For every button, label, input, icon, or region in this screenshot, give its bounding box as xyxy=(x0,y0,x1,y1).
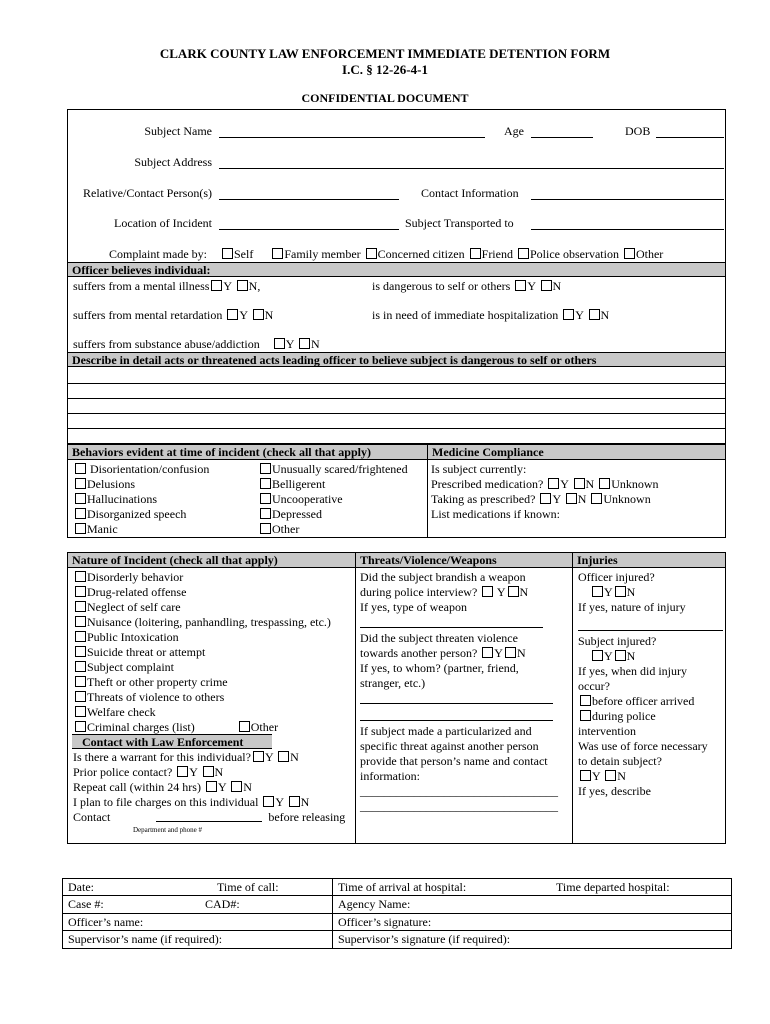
option-label: Police observation xyxy=(529,247,619,261)
officer-sig-label: Officer’s signature: xyxy=(338,914,432,929)
no-label: N xyxy=(243,780,252,794)
specific-field[interactable]: _________________________________ xyxy=(360,799,558,813)
checkbox[interactable] xyxy=(482,647,493,658)
arrival-cell[interactable] xyxy=(333,879,732,896)
checkbox[interactable] xyxy=(624,248,635,259)
dob-field[interactable] xyxy=(656,137,724,138)
location-label: Location of Incident xyxy=(114,216,212,230)
describe-line[interactable] xyxy=(68,428,725,429)
column-divider xyxy=(572,552,573,844)
checkbox[interactable] xyxy=(75,586,86,597)
substance-row xyxy=(73,337,320,351)
taking-label: Taking as prescribed? xyxy=(431,492,536,506)
option-label: Self xyxy=(234,247,254,261)
officer-injured-label: Officer injured? xyxy=(578,570,655,584)
during-row xyxy=(578,709,708,724)
column-divider xyxy=(427,445,428,537)
yes-label: Y xyxy=(494,646,503,660)
weapon-type-label: If yes, type of weapon xyxy=(360,600,467,614)
no-label: N xyxy=(300,795,310,809)
no-label: N xyxy=(552,279,562,293)
threats-header: Threats/Violence/Weapons xyxy=(356,553,572,568)
checkbox[interactable] xyxy=(75,523,86,534)
checkbox[interactable] xyxy=(75,508,86,519)
injury-nature-label: If yes, nature of injury xyxy=(578,600,686,614)
specific-field[interactable]: _________________________________ xyxy=(360,784,558,798)
no-label: N xyxy=(290,750,299,764)
nature-label: Suicide threat or attempt xyxy=(87,645,206,659)
behavior-label: Disorientation/confusion xyxy=(90,462,210,476)
checkbox[interactable] xyxy=(518,248,529,259)
subject-injured-label: Subject injured? xyxy=(578,634,657,648)
behavior-label: Uncooperative xyxy=(272,492,343,506)
agency-label: Agency Name: xyxy=(338,897,411,912)
checkbox[interactable] xyxy=(589,309,600,320)
date-cell[interactable] xyxy=(63,879,333,896)
case-label: Case #: xyxy=(68,897,104,912)
injury-nature-field[interactable] xyxy=(578,630,723,631)
checkbox[interactable] xyxy=(75,646,86,657)
contact-info-label: Contact Information xyxy=(421,186,519,200)
agency-cell[interactable] xyxy=(333,896,732,913)
checkbox[interactable] xyxy=(253,751,264,762)
arrival-label: Time of arrival at hospital: xyxy=(338,880,467,894)
statute-code: I.C. § 12-26-4-1 xyxy=(342,62,428,77)
subject-address-field[interactable] xyxy=(219,168,724,169)
supervisor-sig-label: Supervisor’s signature (if required): xyxy=(338,932,511,947)
threats-col xyxy=(360,570,528,615)
nature-item xyxy=(73,690,331,705)
no-label: N xyxy=(214,765,224,779)
question-label: suffers from mental retardation xyxy=(73,308,223,322)
medicine-header: Medicine Compliance xyxy=(428,445,725,460)
repeat-label: Repeat call (within 24 hrs) xyxy=(73,780,201,794)
nature-item xyxy=(73,615,331,630)
checkbox[interactable] xyxy=(566,493,577,504)
checkbox[interactable] xyxy=(482,586,493,597)
no-label: N xyxy=(516,646,526,660)
nature-item xyxy=(73,570,331,585)
checkbox[interactable] xyxy=(75,478,86,489)
yes-label: Y xyxy=(592,769,601,783)
checkbox[interactable] xyxy=(515,280,526,291)
date-label: Date: xyxy=(68,880,94,894)
transported-label: Subject Transported to xyxy=(405,216,514,230)
repeat-row xyxy=(73,780,345,795)
contact-label: Contact xyxy=(73,810,111,824)
yes-label: Y xyxy=(239,308,248,322)
no-label: N xyxy=(577,492,587,506)
nature-label: Subject complaint xyxy=(87,660,174,674)
nature-label: Public Intoxication xyxy=(87,630,179,644)
describe-line[interactable] xyxy=(68,383,725,384)
behavior-label: Unusually scared/frightened xyxy=(272,462,408,476)
whom-field[interactable] xyxy=(360,720,553,721)
checkbox[interactable] xyxy=(599,478,610,489)
checkbox[interactable] xyxy=(253,309,264,320)
supervisor-name-label: Supervisor’s name (if required): xyxy=(68,932,223,947)
brandish-row xyxy=(360,585,528,600)
nature-item xyxy=(73,585,331,600)
checkbox[interactable] xyxy=(75,631,86,642)
plan-label: I plan to file charges on this individual xyxy=(73,795,259,809)
officer-believes-header: Officer believes individual: xyxy=(68,262,725,277)
checkbox[interactable] xyxy=(563,309,574,320)
nature-label: Neglect of self care xyxy=(87,600,181,614)
force-label: Was use of force necessary xyxy=(578,739,708,753)
medicine-col xyxy=(431,462,659,522)
checkbox[interactable] xyxy=(272,248,283,259)
yes-label: Y xyxy=(275,795,284,809)
question-label: is dangerous to self or others xyxy=(372,279,511,293)
warrant-label: Is there a warrant for this individual? xyxy=(73,750,251,764)
checkbox[interactable] xyxy=(211,280,222,291)
relative-contact-field[interactable] xyxy=(219,199,399,200)
threaten-row xyxy=(360,646,526,661)
whom-label-2: stranger, etc.) xyxy=(360,676,426,690)
question-label: suffers from substance abuse/addiction xyxy=(73,337,260,351)
warrant-row xyxy=(73,750,345,765)
nature-label: Nuisance (loitering, panhandling, trespassing, etc.) xyxy=(87,615,331,629)
behavior-item xyxy=(73,492,209,507)
nature-header: Nature of Incident (check all that apply) xyxy=(68,553,355,568)
threats-col-3 xyxy=(360,724,558,814)
behavior-item xyxy=(258,522,408,537)
nature-item xyxy=(73,630,331,645)
officer-injured-row xyxy=(578,585,686,600)
checkbox[interactable] xyxy=(260,523,271,534)
during-label-2: intervention xyxy=(578,724,636,738)
yes-label: Y xyxy=(264,750,274,764)
checkbox[interactable] xyxy=(75,721,86,732)
behavior-item xyxy=(73,522,209,537)
mental-illness-row xyxy=(73,279,260,293)
nature-item xyxy=(73,705,331,720)
behavior-item xyxy=(258,507,408,522)
no-label: N xyxy=(626,649,636,663)
behavior-label: Belligerent xyxy=(272,477,326,491)
mental-retardation-row xyxy=(73,308,273,322)
checkbox[interactable] xyxy=(222,248,233,259)
checkbox[interactable] xyxy=(605,770,616,781)
transported-field[interactable] xyxy=(531,229,724,230)
describe-header: Describe in detail acts or threatened acts leading officer to believe subject is dangerous to self or others xyxy=(68,352,725,367)
behavior-item xyxy=(73,477,209,492)
yes-label: Y xyxy=(552,492,561,506)
nature-label: Theft or other property crime xyxy=(87,675,228,689)
threaten-label-2: towards another person? xyxy=(360,646,478,660)
question-label: suffers from a mental illness xyxy=(73,279,210,293)
cad-label: CAD#: xyxy=(205,897,240,912)
checkbox[interactable] xyxy=(75,661,86,672)
list-medications-label: List medications if known: xyxy=(431,507,560,521)
dob-label: DOB xyxy=(625,124,651,138)
subject-injured-row xyxy=(578,649,708,664)
no-label: N xyxy=(519,585,529,599)
checkbox[interactable] xyxy=(470,248,481,259)
no-label: N xyxy=(617,769,626,783)
checkbox[interactable] xyxy=(231,781,242,792)
behavior-label: Disorganized speech xyxy=(87,507,187,521)
checkbox[interactable] xyxy=(548,478,559,489)
bottom-table xyxy=(62,878,732,949)
threaten-label: Did the subject threaten violence xyxy=(360,631,518,645)
checkbox[interactable] xyxy=(75,706,86,717)
checkbox[interactable] xyxy=(206,781,217,792)
nature-label: Threats of violence to others xyxy=(87,690,225,704)
column-divider xyxy=(355,552,356,844)
no-label: N, xyxy=(248,279,261,293)
age-label: Age xyxy=(504,124,524,138)
nature-item xyxy=(73,660,331,675)
contact-le-header: Contact with Law Enforcement xyxy=(72,734,272,749)
nature-label: Criminal charges (list) xyxy=(87,720,195,734)
threats-col-2 xyxy=(360,631,526,691)
behaviors-col2 xyxy=(258,462,408,537)
nature-list xyxy=(73,570,331,735)
specific-label-3: provide that person’s name and contact xyxy=(360,754,548,768)
checkbox[interactable] xyxy=(263,796,274,807)
subject-address-label: Subject Address xyxy=(134,155,212,169)
dangerous-row xyxy=(372,279,561,293)
behaviors-header: Behaviors evident at time of incident (check all that apply) xyxy=(68,445,428,460)
checkbox[interactable] xyxy=(505,647,516,658)
officer-name-label: Officer’s name: xyxy=(68,914,144,929)
departed-label: Time departed hospital: xyxy=(556,880,670,894)
during-label: during police xyxy=(592,709,656,723)
describe-line[interactable] xyxy=(68,413,725,414)
checkbox[interactable] xyxy=(237,280,248,291)
checkbox[interactable] xyxy=(299,338,310,349)
brandish-label: Did the subject brandish a weapon xyxy=(360,570,526,584)
checkbox[interactable] xyxy=(274,338,285,349)
checkbox[interactable] xyxy=(260,508,271,519)
question-label: is in need of immediate hospitalization xyxy=(372,308,559,322)
checkbox[interactable] xyxy=(615,586,626,597)
contact-row xyxy=(73,810,345,825)
dept-phone-label: Department and phone # xyxy=(133,826,203,834)
yes-label: Y xyxy=(285,337,294,351)
contact-field[interactable] xyxy=(156,811,262,822)
behavior-item xyxy=(73,507,209,522)
unknown-label: Unknown xyxy=(603,492,651,506)
yes-label: Y xyxy=(604,649,613,663)
age-field[interactable] xyxy=(531,137,593,138)
officer-sig-cell[interactable] xyxy=(333,913,732,930)
injuries-col-2 xyxy=(578,634,708,799)
before-label: before releasing xyxy=(268,810,346,824)
before-row xyxy=(578,694,708,709)
option-label: Other xyxy=(635,247,664,261)
prescribed-row xyxy=(431,477,659,492)
checkbox[interactable] xyxy=(227,309,238,320)
checkbox[interactable] xyxy=(580,770,591,781)
complaint-label: Complaint made by: xyxy=(109,247,207,261)
supervisor-name-cell[interactable] xyxy=(63,931,333,948)
injuries-col xyxy=(578,570,686,615)
option-label: Family member xyxy=(284,247,361,261)
yes-label: Y xyxy=(527,279,536,293)
whom-label: If yes, to whom? (partner, friend, xyxy=(360,661,519,675)
when-label: If yes, when did injury xyxy=(578,664,687,678)
complaint-row xyxy=(109,247,663,261)
hospitalization-row xyxy=(372,308,609,322)
weapon-type-field[interactable] xyxy=(360,627,543,628)
checkbox[interactable] xyxy=(541,280,552,291)
nature-label: Disorderly behavior xyxy=(87,570,184,584)
no-label: N xyxy=(585,477,595,491)
specific-label-2: specific threat against another person xyxy=(360,739,539,753)
checkbox[interactable] xyxy=(75,463,86,474)
behavior-label: Other xyxy=(272,522,300,536)
subject-name-label: Subject Name xyxy=(144,124,212,138)
checkbox[interactable] xyxy=(203,766,214,777)
describe-line[interactable] xyxy=(68,398,725,399)
specific-label: If subject made a particularized and xyxy=(360,724,532,738)
checkbox[interactable] xyxy=(75,601,86,612)
checkbox[interactable] xyxy=(540,493,551,504)
checkbox[interactable] xyxy=(260,478,271,489)
checkbox[interactable] xyxy=(592,586,603,597)
injuries-header: Injuries xyxy=(573,553,725,568)
checkbox[interactable] xyxy=(278,751,289,762)
specific-label-4: information: xyxy=(360,769,420,783)
force-row xyxy=(578,769,708,784)
contact-info-field[interactable] xyxy=(531,199,724,200)
behavior-label: Depressed xyxy=(272,507,322,521)
checkbox[interactable] xyxy=(580,710,591,721)
checkbox[interactable] xyxy=(580,695,591,706)
option-label: Concerned citizen xyxy=(377,247,465,261)
option-label: Friend xyxy=(481,247,513,261)
prior-row xyxy=(73,765,345,780)
case-cell[interactable] xyxy=(63,896,333,913)
unknown-label: Unknown xyxy=(611,477,659,491)
relative-contact-label: Relative/Contact Person(s) xyxy=(83,186,212,200)
yes-label: Y xyxy=(560,477,569,491)
location-field[interactable] xyxy=(219,229,399,230)
checkbox[interactable] xyxy=(366,248,377,259)
whom-field[interactable] xyxy=(360,703,553,704)
behavior-item xyxy=(258,492,408,507)
checkbox[interactable] xyxy=(177,766,188,777)
no-label: N xyxy=(310,337,320,351)
checkbox[interactable] xyxy=(75,676,86,687)
taking-row xyxy=(431,492,659,507)
checkbox[interactable] xyxy=(508,586,519,597)
officer-name-cell[interactable] xyxy=(63,913,333,930)
prior-label: Prior police contact? xyxy=(73,765,173,779)
yes-label: Y xyxy=(223,279,232,293)
describe-label: If yes, describe xyxy=(578,784,651,798)
behavior-label: Manic xyxy=(87,522,118,536)
nature-label: Other xyxy=(250,720,279,734)
confidential-label: CONFIDENTIAL DOCUMENT xyxy=(301,91,469,105)
checkbox[interactable] xyxy=(75,571,86,582)
subject-name-field[interactable] xyxy=(219,137,485,138)
before-label: before officer arrived xyxy=(592,694,695,708)
contact-le-list xyxy=(73,750,345,825)
checkbox[interactable] xyxy=(260,493,271,504)
plan-row xyxy=(73,795,345,810)
checkbox[interactable] xyxy=(75,616,86,627)
behavior-item xyxy=(258,477,408,492)
behaviors-col1 xyxy=(73,462,209,537)
checkbox[interactable] xyxy=(75,691,86,702)
checkbox[interactable] xyxy=(260,463,271,474)
behavior-label: Delusions xyxy=(87,477,135,491)
nature-item xyxy=(73,675,331,690)
no-label: N xyxy=(626,585,636,599)
yes-label: Y xyxy=(217,780,227,794)
form-title: CLARK COUNTY LAW ENFORCEMENT IMMEDIATE DETENTION FORM xyxy=(159,46,611,61)
behavior-item xyxy=(258,462,408,477)
time-call-label: Time of call: xyxy=(217,880,279,894)
prescribed-label: Prescribed medication? xyxy=(431,477,544,491)
nature-item xyxy=(73,720,331,735)
checkbox[interactable] xyxy=(574,478,585,489)
yes-label: Y xyxy=(189,765,198,779)
nature-label: Welfare check xyxy=(87,705,156,719)
no-label: N xyxy=(264,308,274,322)
brandish-label-2: during police interview? xyxy=(360,585,478,599)
supervisor-sig-cell[interactable] xyxy=(333,931,732,948)
checkbox[interactable] xyxy=(591,493,602,504)
behavior-label: Hallucinations xyxy=(87,492,157,506)
force-label-2: to detain subject? xyxy=(578,754,662,768)
no-label: N xyxy=(600,308,610,322)
checkbox[interactable] xyxy=(75,493,86,504)
behavior-item xyxy=(73,462,209,477)
currently-label: Is subject currently: xyxy=(431,462,527,476)
yes-label: Y xyxy=(604,585,613,599)
checkbox[interactable] xyxy=(615,650,626,661)
checkbox[interactable] xyxy=(239,721,250,732)
checkbox[interactable] xyxy=(592,650,603,661)
yes-label: Y xyxy=(575,308,584,322)
nature-item xyxy=(73,600,331,615)
when-label-2: occur? xyxy=(578,679,610,693)
nature-item xyxy=(73,645,331,660)
nature-label: Drug-related offense xyxy=(87,585,187,599)
checkbox[interactable] xyxy=(289,796,300,807)
yes-label: Y xyxy=(496,585,506,599)
